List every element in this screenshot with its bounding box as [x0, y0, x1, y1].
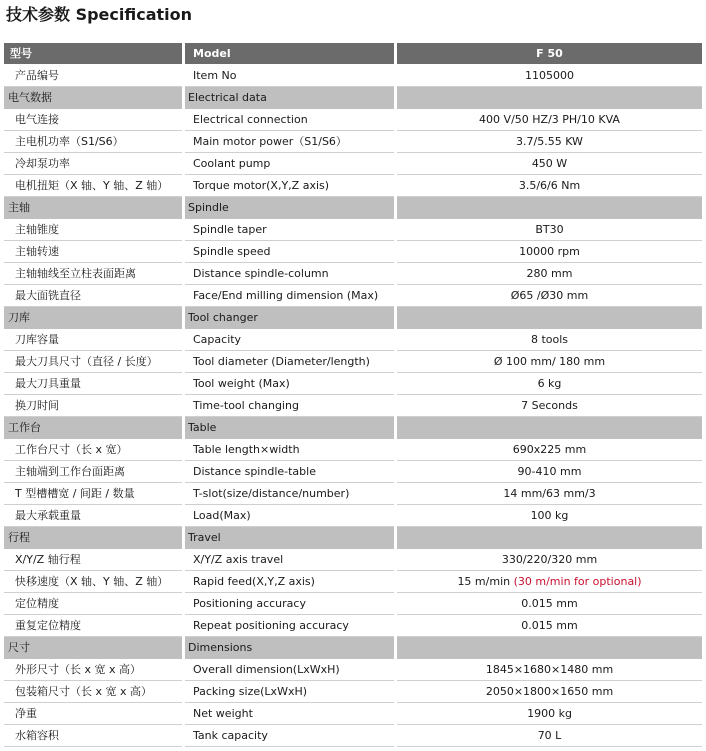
spec-value: 0.015 mm [397, 593, 702, 615]
spec-value-text: 15 m/min [457, 575, 514, 588]
spec-value: 14 mm/63 mm/3 [397, 483, 702, 505]
spec-value: 1900 kg [397, 703, 702, 725]
spec-value: 3.5/6/6 Nm [397, 175, 702, 197]
table-row [4, 153, 702, 175]
spec-value: 330/220/320 mm [397, 549, 702, 571]
spec-value: 280 mm [397, 263, 702, 285]
spec-value: 8 tools [397, 329, 702, 351]
label-en: Time-tool changing [185, 395, 394, 417]
spec-value: Ø 100 mm/ 180 mm [397, 351, 702, 373]
spec-value [397, 527, 702, 549]
label-en: Face/End milling dimension (Max) [185, 285, 394, 307]
label-en: Positioning accuracy [185, 593, 394, 615]
table-row [4, 703, 702, 725]
label-en: Rapid feed(X,Y,Z axis) [185, 571, 394, 593]
table-row [4, 395, 702, 417]
label-en: Packing size(LxWxH) [185, 681, 394, 703]
label-en: Table [185, 417, 394, 439]
spec-value [397, 197, 702, 219]
label-en: Spindle taper [185, 219, 394, 241]
table-row [4, 285, 702, 307]
label-en: Capacity [185, 329, 394, 351]
table-row [4, 725, 702, 747]
label-en: Main motor power（S1/S6） [185, 131, 394, 153]
label-cn: 主轴锥度 [4, 219, 182, 241]
spec-value: 6 kg [397, 373, 702, 395]
spec-value: 100 kg [397, 505, 702, 527]
label-cn: 工作台尺寸（长 x 宽） [4, 439, 182, 461]
label-en: Net weight [185, 703, 394, 725]
section-row [4, 417, 702, 439]
label-cn: 最大承载重量 [4, 505, 182, 527]
label-cn: 产品编号 [4, 65, 182, 87]
spec-value: 10000 rpm [397, 241, 702, 263]
table-row [4, 615, 702, 637]
table-row [4, 109, 702, 131]
section-row [4, 87, 702, 109]
spec-value: 3.7/5.55 KW [397, 131, 702, 153]
spec-value: 690x225 mm [397, 439, 702, 461]
spec-value [397, 307, 702, 329]
label-en: Distance spindle-column [185, 263, 394, 285]
table-header [4, 43, 702, 65]
table-row [4, 439, 702, 461]
table-row [4, 175, 702, 197]
label-cn: 主轴 [4, 197, 182, 219]
table-row [4, 329, 702, 351]
spec-value: 1105000 [397, 65, 702, 87]
spec-value: 7 Seconds [397, 395, 702, 417]
table-body [4, 65, 702, 747]
label-cn: 主电机功率（S1/S6） [4, 131, 182, 153]
label-en: Tool weight (Max) [185, 373, 394, 395]
label-cn: 外形尺寸（长 x 宽 x 高） [4, 659, 182, 681]
label-cn: 最大面铣直径 [4, 285, 182, 307]
table-row [4, 461, 702, 483]
label-en: Distance spindle-table [185, 461, 394, 483]
label-cn: 主轴转速 [4, 241, 182, 263]
spec-value: 400 V/50 HZ/3 PH/10 KVA [397, 109, 702, 131]
label-cn: 定位精度 [4, 593, 182, 615]
header-cn: 型号 [4, 43, 182, 64]
label-en: Repeat positioning accuracy [185, 615, 394, 637]
table-row [4, 263, 702, 285]
table-row [4, 505, 702, 527]
section-row [4, 527, 702, 549]
label-cn: 包装箱尺寸（长 x 宽 x 高） [4, 681, 182, 703]
spec-value: 70 L [397, 725, 702, 747]
label-en: X/Y/Z axis travel [185, 549, 394, 571]
table-row [4, 659, 702, 681]
spec-value: 2050×1800×1650 mm [397, 681, 702, 703]
label-cn: 水箱容积 [4, 725, 182, 747]
table-row [4, 219, 702, 241]
page-title: 技术参数 Specification [6, 5, 193, 24]
label-en: Spindle [185, 197, 394, 219]
label-cn: 换刀时间 [4, 395, 182, 417]
label-en: Travel [185, 527, 394, 549]
spec-value [397, 571, 702, 593]
label-cn: 行程 [4, 527, 182, 549]
label-cn: 工作台 [4, 417, 182, 439]
label-cn: 重复定位精度 [4, 615, 182, 637]
spec-value [397, 87, 702, 109]
label-cn: X/Y/Z 轴行程 [4, 549, 182, 571]
spec-value: BT30 [397, 219, 702, 241]
label-en: Tank capacity [185, 725, 394, 747]
section-row [4, 197, 702, 219]
spec-table [4, 43, 702, 747]
header-en: Model [185, 43, 394, 64]
label-cn: 主轴轴线至立柱表面距离 [4, 263, 182, 285]
section-row [4, 307, 702, 329]
label-cn: 刀库 [4, 307, 182, 329]
label-en: Spindle speed [185, 241, 394, 263]
label-cn: 最大刀具尺寸（直径 / 长度） [4, 351, 182, 373]
label-cn: T 型槽槽宽 / 间距 / 数量 [4, 483, 182, 505]
label-cn: 冷却泵功率 [4, 153, 182, 175]
label-cn: 尺寸 [4, 637, 182, 659]
table-row [4, 483, 702, 505]
label-cn: 电机扭矩（X 轴、Y 轴、Z 轴） [4, 175, 182, 197]
label-en: Electrical data [185, 87, 394, 109]
spec-value [397, 637, 702, 659]
optional-note: (30 m/min for optional) [513, 575, 642, 588]
label-en: Tool diameter (Diameter/length) [185, 351, 394, 373]
label-en: Overall dimension(LxWxH) [185, 659, 394, 681]
label-cn: 刀库容量 [4, 329, 182, 351]
label-cn: 净重 [4, 703, 182, 725]
table-row [4, 571, 702, 593]
table-row [4, 65, 702, 87]
label-en: Tool changer [185, 307, 394, 329]
spec-value: 0.015 mm [397, 615, 702, 637]
section-row [4, 637, 702, 659]
label-en: Torque motor(X,Y,Z axis) [185, 175, 394, 197]
table-row [4, 549, 702, 571]
table-row [4, 131, 702, 153]
label-en: T-slot(size/distance/number) [185, 483, 394, 505]
label-cn: 最大刀具重量 [4, 373, 182, 395]
label-cn: 快移速度（X 轴、Y 轴、Z 轴） [4, 571, 182, 593]
spec-value: 450 W [397, 153, 702, 175]
spec-value: Ø65 /Ø30 mm [397, 285, 702, 307]
label-cn: 主轴端到工作台面距离 [4, 461, 182, 483]
header-model: F 50 [397, 43, 702, 64]
label-en: Load(Max) [185, 505, 394, 527]
table-row [4, 241, 702, 263]
label-en: Dimensions [185, 637, 394, 659]
spec-value: 1845×1680×1480 mm [397, 659, 702, 681]
label-cn: 电气数据 [4, 87, 182, 109]
spec-value [397, 417, 702, 439]
table-row [4, 681, 702, 703]
label-en: Table length×width [185, 439, 394, 461]
label-en: Electrical connection [185, 109, 394, 131]
table-row [4, 351, 702, 373]
spec-value: 90-410 mm [397, 461, 702, 483]
table-row [4, 593, 702, 615]
label-en: Coolant pump [185, 153, 394, 175]
label-cn: 电气连接 [4, 109, 182, 131]
label-en: Item No [185, 65, 394, 87]
table-row [4, 373, 702, 395]
